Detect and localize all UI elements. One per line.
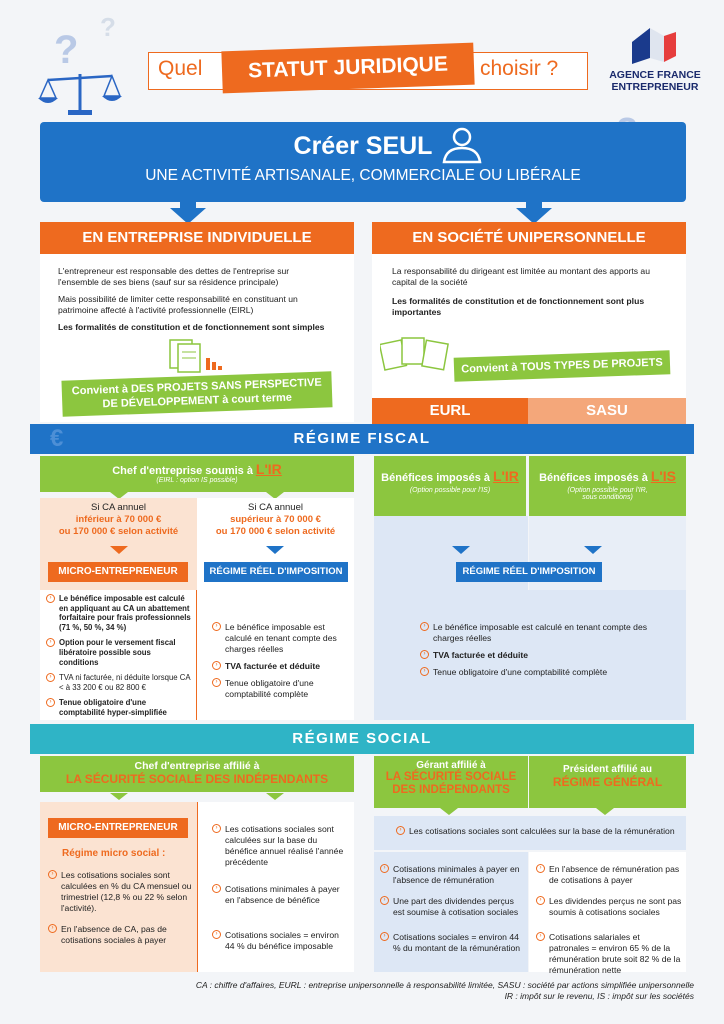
sasu-fiscal-head-hl: L'IS: [650, 468, 676, 484]
footnote: [196, 980, 694, 1002]
chevron-right-icon: ›: [212, 678, 221, 687]
ca1-l3: ou 170 000 € selon activité: [58, 526, 179, 537]
soc-fiscal-b3: Tenue obligatoire d'une comptabilité complète: [433, 667, 608, 677]
micro-social-label: MICRO-ENTREPRENEUR: [48, 818, 188, 838]
reel-social-bullets: [212, 824, 348, 958]
soc-social-common-text: [396, 826, 680, 843]
ei-fiscal-heading: [40, 456, 354, 492]
question-mark-icon: ?: [54, 28, 79, 72]
sasu-fiscal-head: Bénéfices imposés à: [539, 472, 648, 484]
person-icon: [438, 126, 486, 164]
reel-fiscal-bullets: [212, 622, 348, 706]
eurl-fiscal-head-hl: L'IR: [492, 468, 519, 484]
reel-fiscal-label: RÉGIME RÉEL D'IMPOSITION: [204, 562, 348, 582]
bullet: [212, 678, 348, 700]
arrow-down-icon: [596, 808, 614, 815]
soc-fiscal-bullets: [420, 622, 650, 684]
chevron-right-icon: ›: [48, 870, 57, 879]
bullet: [46, 594, 192, 632]
bullet: [212, 930, 348, 952]
micro-social-sub: Régime micro social :: [62, 848, 166, 859]
arrow-down-icon: [440, 808, 458, 815]
ei-p1: L'entrepreneur est responsable des dettes de l'entreprise sur l'ensemble de ses biens (sauf sur sa résidence principale): [58, 266, 290, 287]
micro-social-bullets: [48, 870, 192, 952]
chevron-right-icon: ›: [212, 622, 221, 631]
afe-logo-icon: [628, 24, 678, 66]
reel-social-b1: Les cotisations sociales sont calculées sur la base du bénéfice annuel réalisé l'année précédente: [225, 824, 344, 867]
bullet: [536, 864, 682, 886]
documents-icon: [168, 336, 228, 376]
chevron-right-icon: ›: [420, 622, 429, 631]
sasu-social-b3: Cotisations salariales et patronales = environ 65 % de la rémunération brute soit 82 % de la rémunération nette: [549, 932, 681, 975]
logo-line2: ENTREPRENEUR: [611, 81, 699, 93]
scale-icon: [38, 66, 122, 118]
logo-text: [606, 69, 704, 93]
ei-fiscal-head-hl: L'IR: [255, 461, 282, 477]
ca2-l2: supérieur à 70 000 €: [230, 514, 321, 525]
eurl-fiscal-note: (Option possible pour l'IS): [409, 487, 491, 494]
bullet: [536, 932, 682, 976]
chevron-right-icon: ›: [46, 673, 55, 682]
reel-social-b2: Cotisations minimales à payer en l'absence de bénéfice: [225, 884, 340, 905]
chevron-right-icon: ›: [380, 864, 389, 873]
reel-fiscal-b1: Le bénéfice imposable est calculé en tenant compte des charges réelles: [225, 622, 337, 654]
eurl-social-head2: LA SÉCURITÉ SOCIALE DES INDÉPENDANTS: [385, 771, 517, 796]
bullet: [48, 870, 192, 914]
chevron-right-icon: ›: [396, 826, 405, 835]
chevron-right-icon: ›: [212, 824, 221, 833]
chevron-right-icon: ›: [536, 932, 545, 941]
ei-social-head2: LA SÉCURITÉ SOCIALE DES INDÉPENDANTS: [65, 772, 329, 786]
sasu-social-heading: [529, 756, 686, 808]
arrow-down-icon: [452, 546, 470, 554]
eurl-fiscal-head: Bénéfices imposés à: [381, 472, 491, 484]
ei-heading: EN ENTREPRISE INDIVIDUELLE: [40, 222, 354, 254]
chevron-right-icon: ›: [46, 698, 55, 707]
social-band: RÉGIME SOCIAL: [30, 724, 694, 754]
logo-line1: AGENCE FRANCE: [609, 69, 701, 81]
arrow-down-icon: [516, 196, 552, 224]
chevron-right-icon: ›: [46, 638, 55, 647]
bullet: [46, 673, 192, 692]
reel-social-b3: Cotisations sociales = environ 44 % du bénéfice imposable: [225, 930, 339, 951]
page-title-part1: Quel: [158, 57, 203, 80]
eurl-heading: EURL: [372, 398, 528, 424]
arrow-down-icon: [584, 546, 602, 554]
bullet: [380, 932, 524, 954]
micro-fiscal-b2: Option pour le versement fiscal libératoire possible sous conditions: [59, 638, 176, 667]
banner-subtitle: UNE ACTIVITÉ ARTISANALE, COMMERCIALE OU LIBÉRALE: [145, 167, 581, 184]
soc-social-common-b: Les cotisations sociales sont calculées sur la base de la rémunération: [409, 826, 675, 836]
bullet: [420, 622, 650, 644]
eurl-social-b3: Cotisations sociales = environ 44 % du montant de la rémunération: [393, 932, 521, 953]
sasu-social-head1: Président affilié au: [563, 764, 652, 775]
sasu-social-head2: RÉGIME GÉNÉRAL: [552, 775, 663, 789]
bullet: [380, 896, 524, 918]
eurl-social-bullets: [380, 864, 524, 960]
eurl-fiscal-heading: [374, 456, 526, 516]
chevron-right-icon: ›: [536, 896, 545, 905]
sasu-fiscal-note1: (Option possible pour l'IR,: [567, 487, 648, 494]
ca1-l2: inférieur à 70 000 €: [75, 514, 162, 525]
ei-social-head1: Chef d'entreprise affilié à: [134, 760, 260, 772]
micro-fiscal-label: MICRO-ENTREPRENEUR: [48, 562, 188, 582]
sasu-fiscal-note2: sous conditions): [582, 494, 633, 501]
ei-fiscal-head: Chef d'entreprise soumis à: [112, 465, 253, 477]
sasu-social-bullets: [536, 864, 682, 982]
question-mark-icon: ?: [100, 12, 116, 42]
bullet: [212, 622, 348, 655]
reel-fiscal-b3: Tenue obligatoire d'une comptabilité complète: [225, 678, 314, 699]
ca2-l1: Si CA annuel: [248, 502, 303, 513]
banner-title: Créer SEUL: [293, 132, 433, 160]
micro-fiscal-b3: TVA ni facturée, ni déduite lorsque CA < à 33 200 € ou 82 800 €: [59, 673, 191, 692]
chevron-right-icon: ›: [380, 896, 389, 905]
chevron-right-icon: ›: [48, 924, 57, 933]
soc-fiscal-b1: Le bénéfice imposable est calculé en tenant compte des charges réelles: [433, 622, 648, 643]
arrow-down-icon: [110, 793, 128, 800]
reel-fiscal-b2: TVA facturée et déduite: [225, 661, 321, 671]
chevron-right-icon: ›: [420, 650, 429, 659]
arrow-down-icon: [266, 793, 284, 800]
bullet: [46, 698, 192, 717]
su-p1: La responsabilité du dirigeant est limitée au montant des apports au capital de la société: [392, 266, 650, 287]
bullet: [212, 661, 348, 672]
ei-fiscal-note: (EIRL : option IS possible): [156, 477, 238, 484]
eurl-social-head1: Gérant affilié à: [416, 760, 486, 771]
ca2-l3: ou 170 000 € selon activité: [215, 526, 336, 537]
ca1-l1: Si CA annuel: [91, 502, 146, 513]
soc-fiscal-b2: TVA facturée et déduite: [433, 650, 529, 660]
footnote-line2: IR : impôt sur le revenu, IS : impôt sur les sociétés: [504, 991, 694, 1001]
bullet: [212, 884, 348, 906]
chevron-right-icon: ›: [212, 884, 221, 893]
documents-icon: [380, 332, 452, 372]
page-title-highlight: STATUT JURIDIQUE: [221, 43, 474, 94]
fiscal-band: RÉGIME FISCAL: [30, 424, 694, 454]
arrow-down-icon: [110, 546, 128, 554]
micro-fiscal-bullets: [46, 594, 192, 724]
chevron-right-icon: ›: [420, 667, 429, 676]
footnote-line1: CA : chiffre d'affaires, EURL : entreprise unipersonnelle à responsabilité limitée, SASU : société par actions simplifiée unipersonnelle: [195, 980, 694, 990]
arrow-down-icon: [170, 196, 206, 224]
ca-lower: [40, 502, 197, 538]
su-heading: EN SOCIÉTÉ UNIPERSONNELLE: [372, 222, 686, 254]
bullet: [396, 826, 680, 837]
bullet: [536, 896, 682, 918]
bullet: [212, 824, 348, 868]
ei-suitability-tag: Convient à DES PROJETS SANS PERSPECTIVE DE DÉVELOPPEMENT à court terme: [61, 371, 332, 416]
bullet: [380, 864, 524, 886]
sasu-social-b1: En l'absence de rémunération pas de cotisations à payer: [549, 864, 680, 885]
arrow-down-icon: [266, 546, 284, 554]
micro-social-b1: Les cotisations sociales sont calculées en % du CA mensuel ou trimestriel (12,8 % ou 22 % selon l'activité).: [61, 870, 192, 913]
micro-fiscal-b1: Le bénéfice imposable est calculé en appliquant au CA un abattement forfaitaire pour frais professionnels (71 %, 50 %, 34 %): [59, 594, 191, 632]
ei-text: [58, 266, 328, 333]
su-text: [392, 266, 672, 318]
bullet: [420, 667, 650, 678]
eurl-social-b2: Une part des dividendes perçus est soumise à cotisation sociales: [393, 896, 519, 917]
ei-social-heading: [40, 756, 354, 792]
sasu-social-b2: Les dividendes perçus ne sont pas soumis à cotisations sociales: [549, 896, 682, 917]
ca-higher: [197, 502, 354, 538]
ei-p2: Mais possibilité de limiter cette responsabilité en constituant un patrimoine affecté à l'activité professionnelle (EIRL): [58, 294, 298, 315]
micro-social-b2: En l'absence de CA, pas de cotisations sociales à payer: [61, 924, 167, 945]
eurl-social-heading: [374, 756, 528, 808]
bullet: [48, 924, 192, 946]
chevron-right-icon: ›: [380, 932, 389, 941]
euro-icon: €: [50, 425, 64, 452]
bullet: [46, 638, 192, 667]
eurl-social-b1: Cotisations minimales à payer en l'absence de rémunération: [393, 864, 520, 885]
sasu-fiscal-heading: [529, 456, 686, 516]
su-suitability-tag: Convient à TOUS TYPES DE PROJETS: [454, 350, 671, 382]
ei-p3: Les formalités de constitution et de fonctionnement sont simples: [58, 322, 325, 332]
chevron-right-icon: ›: [212, 930, 221, 939]
sasu-heading: SASU: [528, 398, 686, 424]
micro-fiscal-b4: Tenue obligatoire d'une comptabilité hyper-simplifiée: [59, 698, 167, 717]
chevron-right-icon: ›: [212, 661, 221, 670]
reel-soc-fiscal-label: RÉGIME RÉEL D'IMPOSITION: [456, 562, 602, 582]
su-p2: Les formalités de constitution et de fonctionnement sont plus importantes: [392, 296, 645, 317]
chevron-right-icon: ›: [46, 594, 55, 603]
page-title-part2: choisir ?: [480, 57, 559, 80]
chevron-right-icon: ›: [536, 864, 545, 873]
bullet: [420, 650, 650, 661]
